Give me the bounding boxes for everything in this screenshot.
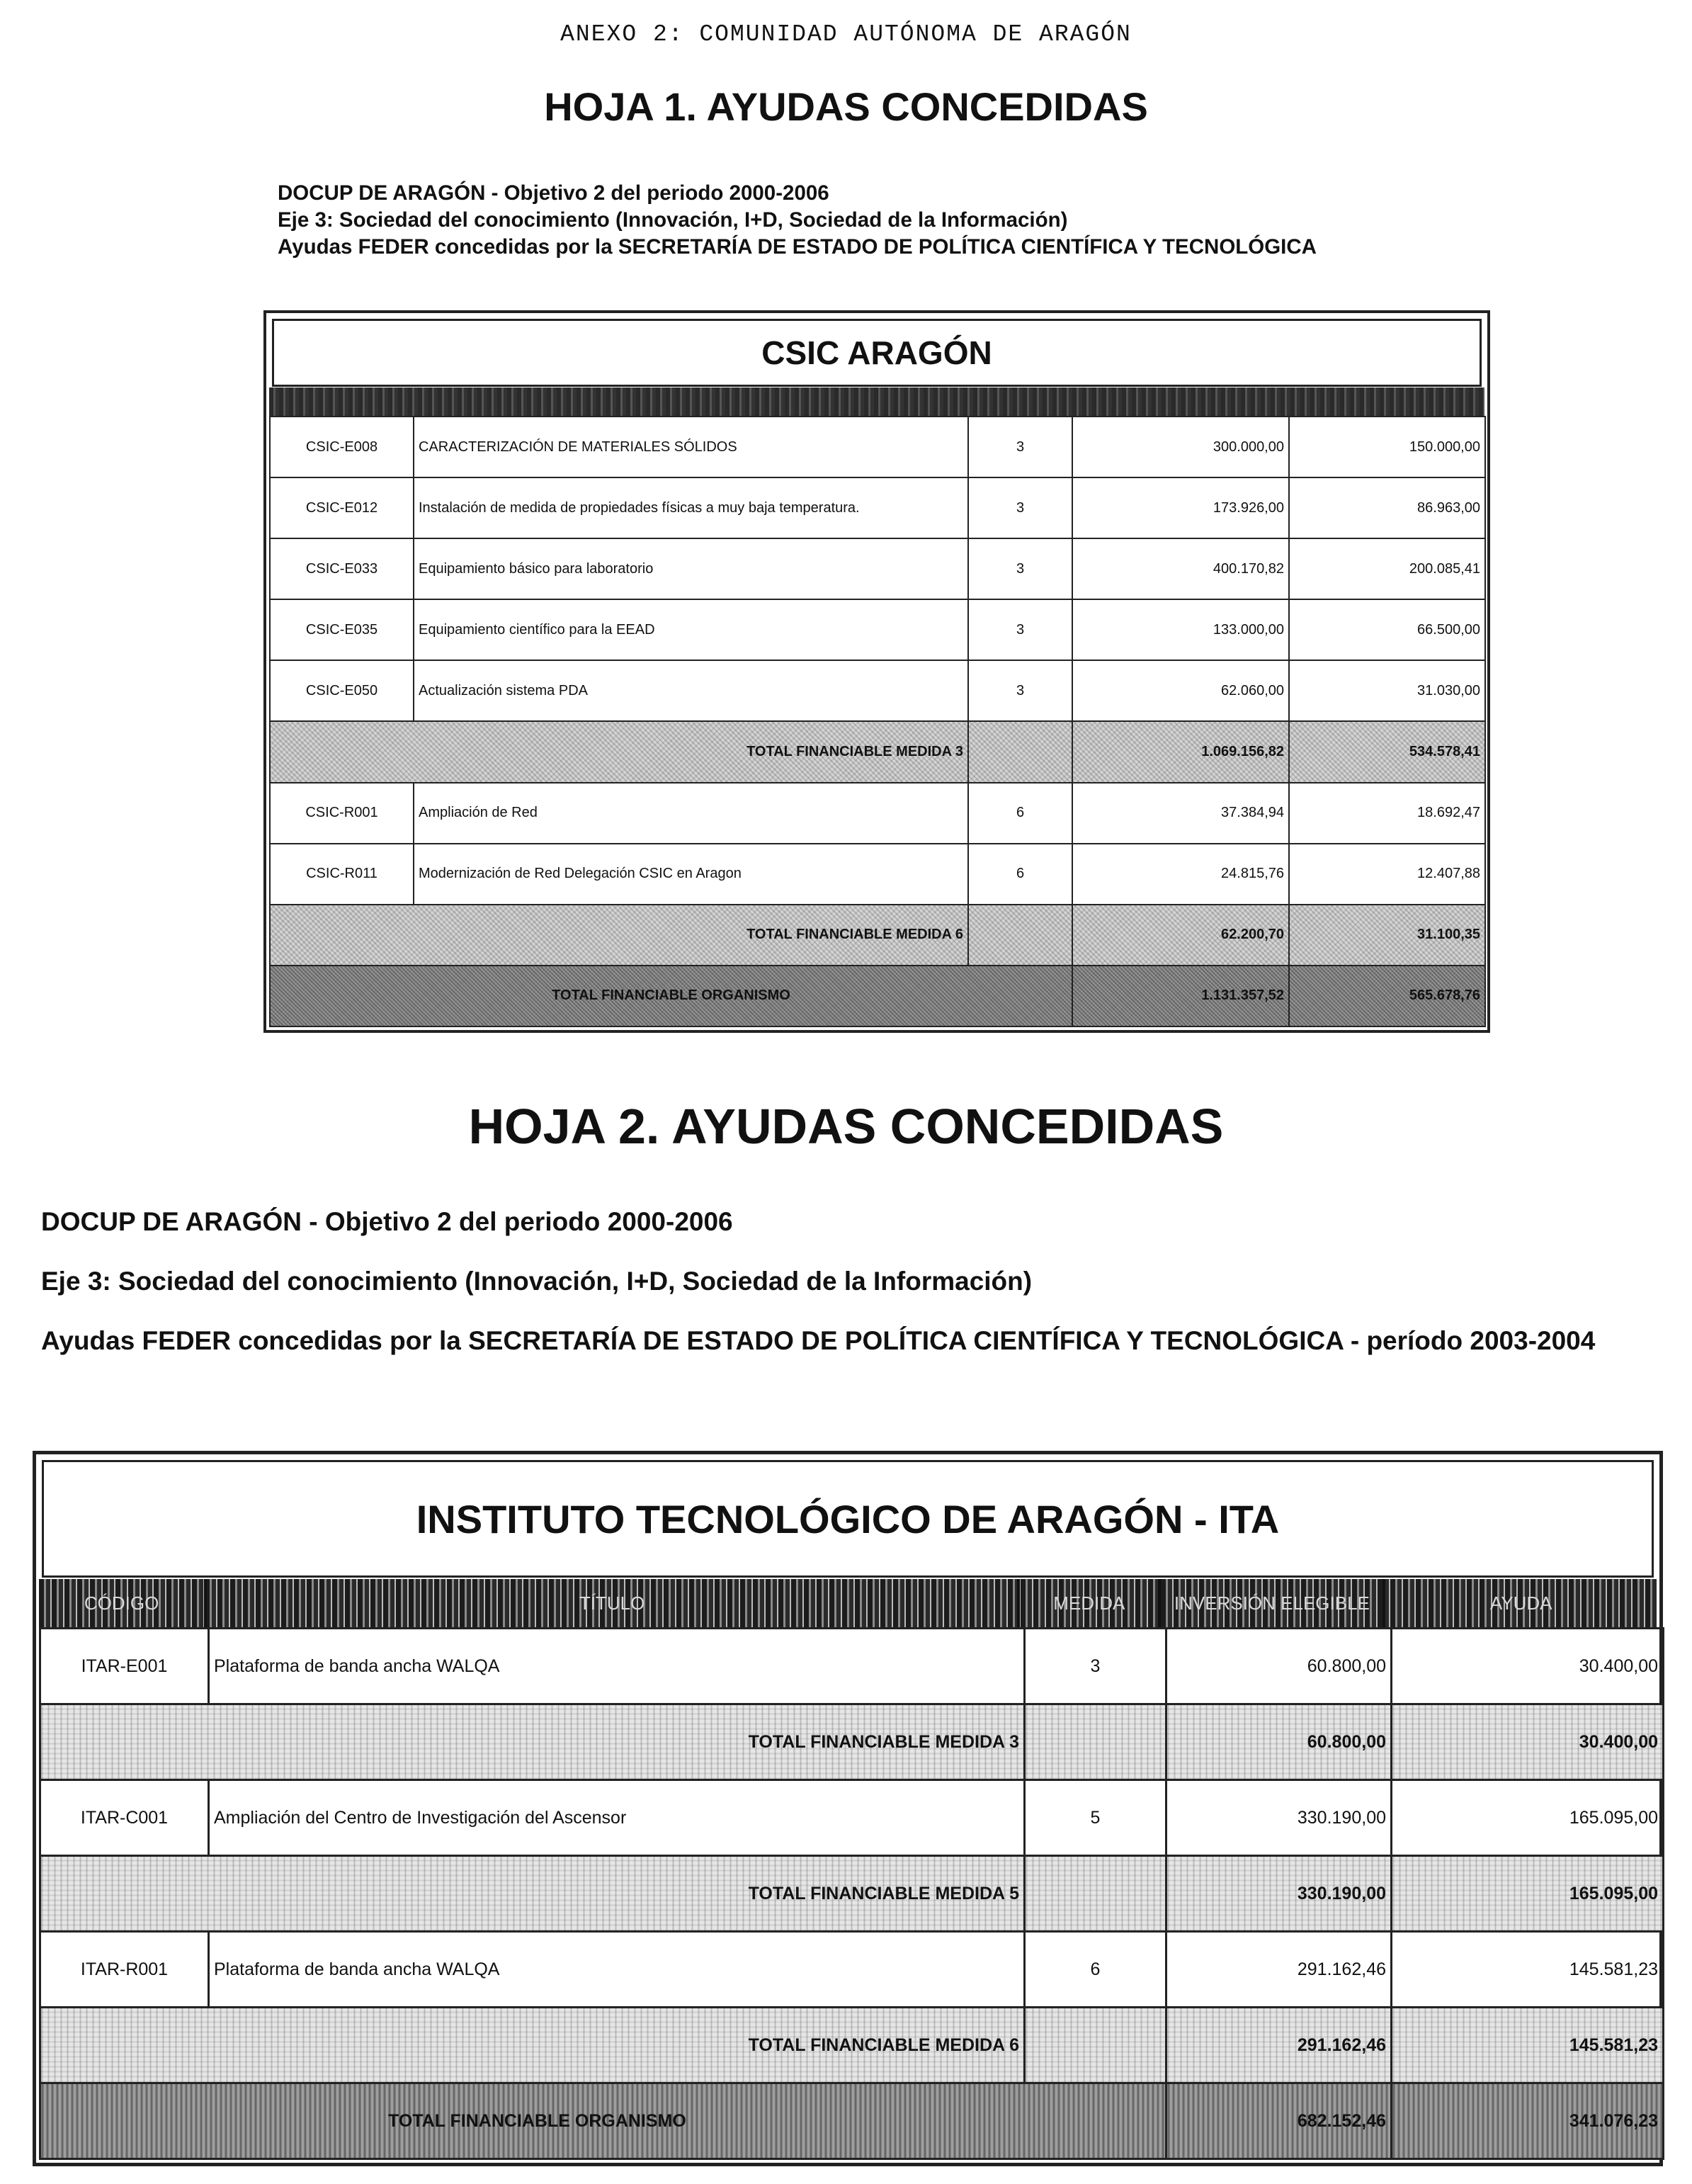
medida-cell: 6 <box>1025 1932 1166 2008</box>
subtotal-ayuda: 534.578,41 <box>1289 721 1485 782</box>
medida-cell: 3 <box>968 417 1072 477</box>
title-cell: Equipamiento básico para laboratorio <box>414 538 968 599</box>
ayuda-cell: 150.000,00 <box>1289 417 1485 477</box>
ayuda-cell: 86.963,00 <box>1289 477 1485 538</box>
table-row <box>270 417 1485 477</box>
sheet1-line-funding: Ayudas FEDER concedidas por la SECRETARÍA DE ESTADO DE POLÍTICA CIENTÍFICA Y TECNOLÓGICA <box>278 235 1317 259</box>
medida-cell: 3 <box>968 538 1072 599</box>
inversion-cell: 173.926,00 <box>1072 477 1289 538</box>
medida-cell: 3 <box>968 660 1072 721</box>
title-cell: Ampliación del Centro de Investigación del Ascensor <box>209 1780 1025 1856</box>
title-cell: Plataforma de banda ancha WALQA <box>209 1629 1025 1704</box>
code-cell: CSIC-E008 <box>270 417 414 477</box>
sheet2-description <box>41 1192 1595 1371</box>
code-cell: CSIC-E050 <box>270 660 414 721</box>
title-cell: Modernización de Red Delegación CSIC en Aragon <box>414 844 968 905</box>
code-cell: CSIC-E035 <box>270 599 414 660</box>
ayuda-cell: 18.692,47 <box>1289 783 1485 844</box>
header-medida: MEDIDA <box>1020 1579 1161 1627</box>
subtotal-row <box>40 2008 1664 2083</box>
subtotal-label: TOTAL FINANCIABLE MEDIDA 6 <box>40 2008 1025 2083</box>
sheet1-line-program: DOCUP DE ARAGÓN - Objetivo 2 del periodo 2000-2006 <box>278 181 829 205</box>
grand-total-row <box>270 966 1485 1026</box>
sheet1-description <box>278 180 1317 261</box>
subtotal-inversion: 60.800,00 <box>1166 1704 1392 1780</box>
table-title: INSTITUTO TECNOLÓGICO DE ARAGÓN - ITA <box>42 1460 1654 1578</box>
title-cell: Actualización sistema PDA <box>414 660 968 721</box>
ayuda-cell: 165.095,00 <box>1392 1780 1664 1856</box>
header-codigo: CÓDIGO <box>39 1579 207 1627</box>
subtotal-label: TOTAL FINANCIABLE MEDIDA 6 <box>270 905 968 966</box>
ayuda-cell: 200.085,41 <box>1289 538 1485 599</box>
subtotal-label: TOTAL FINANCIABLE MEDIDA 3 <box>40 1704 1025 1780</box>
subtotal-medida-cell <box>1025 1856 1166 1932</box>
code-cell: CSIC-E012 <box>270 477 414 538</box>
ita-table <box>33 1451 1663 2166</box>
medida-cell: 3 <box>1025 1629 1166 1704</box>
inversion-cell: 133.000,00 <box>1072 599 1289 660</box>
header-inversion: INVERSIÓN ELEGIBLE <box>1161 1579 1385 1627</box>
inversion-cell: 300.000,00 <box>1072 417 1289 477</box>
code-cell: CSIC-E033 <box>270 538 414 599</box>
grand-total-label: TOTAL FINANCIABLE ORGANISMO <box>40 2083 1166 2159</box>
title-cell: Instalación de medida de propiedades físicas a muy baja temperatura. <box>414 477 968 538</box>
medida-cell: 6 <box>968 783 1072 844</box>
sheet2-line-funding: Ayudas FEDER concedidas por la SECRETARÍA DE ESTADO DE POLÍTICA CIENTÍFICA Y TECNOLÓGICA - período 2003-2004 <box>41 1326 1596 1355</box>
sheet1-line-axis: Eje 3: Sociedad del conocimiento (Innovación, I+D, Sociedad de la Información) <box>278 208 1068 232</box>
code-cell: CSIC-R001 <box>270 783 414 844</box>
table-row <box>270 660 1485 721</box>
annex-title: ANEXO 2: COMUNIDAD AUTÓNOMA DE ARAGÓN <box>560 21 1132 47</box>
header-ayuda: AYUDA <box>1489 1592 1552 1614</box>
grand-total-label: TOTAL FINANCIABLE ORGANISMO <box>270 966 1072 1026</box>
title-cell: Ampliación de Red <box>414 783 968 844</box>
code-cell: CSIC-R011 <box>270 844 414 905</box>
code-cell: ITAR-E001 <box>40 1629 209 1704</box>
grand-total-ayuda: 565.678,76 <box>1289 966 1485 1026</box>
subtotal-medida-cell <box>968 905 1072 966</box>
inversion-cell: 24.815,76 <box>1072 844 1289 905</box>
subtotal-ayuda: 165.095,00 <box>1392 1856 1664 1932</box>
subtotal-row <box>270 905 1485 966</box>
title-cell: Equipamiento científico para la EEAD <box>414 599 968 660</box>
table-row <box>270 477 1485 538</box>
subtotal-medida-cell <box>968 721 1072 782</box>
subtotal-medida-cell <box>1025 2008 1166 2083</box>
ayuda-cell: 145.581,23 <box>1392 1932 1664 2008</box>
sheet2-line-program: DOCUP DE ARAGÓN - Objetivo 2 del periodo 2000-2006 <box>41 1207 733 1236</box>
table-row <box>40 1932 1664 2008</box>
table-row <box>270 783 1485 844</box>
sheet1-heading: HOJA 1. AYUDAS CONCEDIDAS <box>544 84 1148 129</box>
subtotal-row <box>270 721 1485 782</box>
subtotal-label: TOTAL FINANCIABLE MEDIDA 5 <box>40 1856 1025 1932</box>
ayuda-cell: 30.400,00 <box>1392 1629 1664 1704</box>
code-cell: ITAR-C001 <box>40 1780 209 1856</box>
subtotal-inversion: 291.162,46 <box>1166 2008 1392 2083</box>
table-row <box>40 1629 1664 1704</box>
csic-aragon-table <box>263 310 1490 1033</box>
inversion-cell: 291.162,46 <box>1166 1932 1392 2008</box>
inversion-cell: 330.190,00 <box>1166 1780 1392 1856</box>
inversion-cell: 400.170,82 <box>1072 538 1289 599</box>
sheet2-line-axis: Eje 3: Sociedad del conocimiento (Innovación, I+D, Sociedad de la Información) <box>41 1267 1033 1296</box>
title-cell: CARACTERIZACIÓN DE MATERIALES SÓLIDOS <box>414 417 968 477</box>
subtotal-ayuda: 145.581,23 <box>1392 2008 1664 2083</box>
table-row <box>270 844 1485 905</box>
ayuda-cell: 66.500,00 <box>1289 599 1485 660</box>
subtotal-inversion: 1.069.156,82 <box>1072 721 1289 782</box>
subtotal-ayuda: 30.400,00 <box>1392 1704 1664 1780</box>
subtotal-ayuda: 31.100,35 <box>1289 905 1485 966</box>
code-cell: ITAR-R001 <box>40 1932 209 2008</box>
title-cell: Plataforma de banda ancha WALQA <box>209 1932 1025 2008</box>
inversion-cell: 62.060,00 <box>1072 660 1289 721</box>
grand-total-row <box>40 2083 1664 2159</box>
header-titulo: TÍTULO <box>207 1579 1020 1627</box>
table-header-bar <box>269 387 1484 416</box>
subtotal-label: TOTAL FINANCIABLE MEDIDA 3 <box>270 721 968 782</box>
grand-total-ayuda: 341.076,23 <box>1392 2083 1664 2159</box>
subtotal-inversion: 330.190,00 <box>1166 1856 1392 1932</box>
table-row <box>270 538 1485 599</box>
table-header-bar <box>39 1579 1657 1627</box>
sheet2-heading: HOJA 2. AYUDAS CONCEDIDAS <box>468 1099 1224 1154</box>
subtotal-medida-cell <box>1025 1704 1166 1780</box>
ayuda-cell: 12.407,88 <box>1289 844 1485 905</box>
table-row <box>270 599 1485 660</box>
subtotal-row <box>40 1856 1664 1932</box>
grand-total-inversion: 1.131.357,52 <box>1072 966 1289 1026</box>
subtotal-inversion: 62.200,70 <box>1072 905 1289 966</box>
table-row <box>40 1780 1664 1856</box>
ayuda-cell: 31.030,00 <box>1289 660 1485 721</box>
inversion-cell: 60.800,00 <box>1166 1629 1392 1704</box>
medida-cell: 3 <box>968 599 1072 660</box>
medida-cell: 6 <box>968 844 1072 905</box>
subtotal-row <box>40 1704 1664 1780</box>
inversion-cell: 37.384,94 <box>1072 783 1289 844</box>
medida-cell: 5 <box>1025 1780 1166 1856</box>
ita-grid <box>39 1627 1664 2160</box>
medida-cell: 3 <box>968 477 1072 538</box>
csic-aragon-grid <box>269 416 1486 1027</box>
table-title: CSIC ARAGÓN <box>272 319 1482 387</box>
grand-total-inversion: 682.152,46 <box>1166 2083 1392 2159</box>
